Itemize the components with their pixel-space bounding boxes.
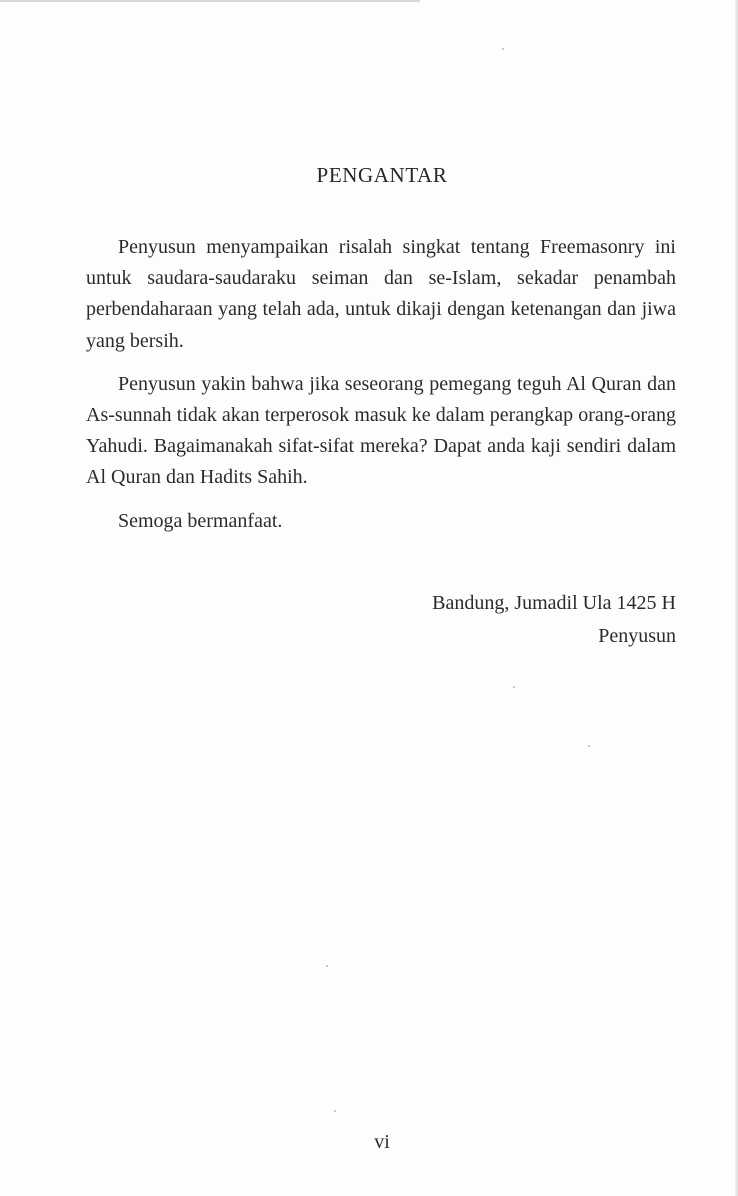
scan-speck <box>588 745 590 747</box>
scan-speck <box>502 48 504 50</box>
scan-speck <box>513 686 515 688</box>
signature-author: Penyusun <box>598 625 676 647</box>
paragraph-3: Semoga bermanfaat. <box>118 509 283 532</box>
page-heading: PENGANTAR <box>316 163 448 187</box>
body-text <box>86 232 676 537</box>
scan-speck <box>326 965 328 967</box>
scan-speck <box>334 1110 336 1112</box>
signature-place-date: Bandung, Jumadil Ula 1425 H <box>432 592 676 614</box>
scan-top-edge <box>0 0 420 2</box>
paragraph-1: Penyusun menyampaikan risalah singkat tentang Freemasonry ini untuk saudara-saudaraku seiman dan se-Islam, sekadar penambah perbendaharaan yang telah ada, untuk dikaji dengan ketenangan dan jiwa yang bersih. <box>86 236 676 352</box>
page-number: vi <box>374 1131 390 1153</box>
paragraph-2: Penyusun yakin bahwa jika seseorang pemegang teguh Al Quran dan As-sunnah tidak akan terperosok masuk ke dalam perangkap orang-orang Yahudi. Bagaimanakah sifat-sifat mereka? Dapat anda kaji sendiri dalam Al Quran dan Hadits Sahih. <box>86 372 676 489</box>
